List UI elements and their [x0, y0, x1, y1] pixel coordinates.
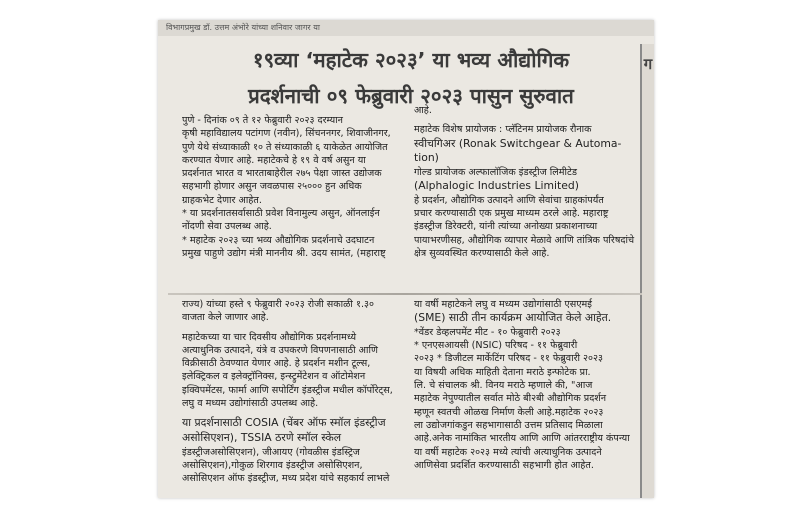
body-line: वाजता केले जाणार आहे. — [182, 312, 269, 324]
body-line: प्रदर्शनात भारत व भारताबाहेरील २७५ पेक्षा जास्त उद्योजक — [182, 168, 382, 180]
body-line: गोल्ड प्रायोजक अल्फालॉजिक इंडस्ट्रीज लिमीटेड — [414, 166, 577, 178]
body-line: (Alphalogic Industries Limited) — [414, 179, 579, 193]
left-column-top — [182, 114, 408, 294]
body-line: आणिसेवा प्रदर्शित करण्यासाठी सहभागी होत आहेत. — [414, 459, 594, 471]
headline-line-2: प्रदर्शनाची ०९ फेब्रुवारी २०२३ पासुन सुरुवात — [248, 84, 574, 108]
body-line: विक्रीसाठी ठेवण्यात येणार आहे. हे प्रदर्शन मशीन टूल्स, — [182, 358, 371, 370]
body-line: राज्य) यांच्या हस्ते ९ फेब्रुवारी २०२३ रोजी सकाळी १.३० — [182, 299, 374, 310]
body-line: आहे.अनेक नामांकित भारतीय आणि आणि आंतरराष्ट्रीय कंपन्या — [414, 433, 630, 445]
body-line: लघु व मध्यम उद्योगांसाठी उपलब्ध आहे. — [182, 398, 319, 410]
body-line: म्हणून स्वतची ओळख निर्माण केली आहे.महाटेक २०२३ — [414, 406, 604, 418]
body-line: ग्राहकभेट देणार आहेत. — [182, 194, 262, 206]
header-strip: विभागप्रमुख डॉ. उत्तम अंभोरे यांच्या शनिवार जागर या — [158, 20, 654, 36]
right-column-top — [414, 104, 640, 292]
body-line: * या प्रदर्शनातसर्वासाठी प्रवेश विनामुल्य असुन, ऑनलाईन — [182, 208, 380, 220]
body-line: महाटेक नेपुण्यातील सर्वात मोठे बी२बी औद्योगिक प्रदर्शन — [414, 393, 607, 405]
body-line: * एनएसआयसी (NSIC) परिषद - ११ फेब्रुवारी — [414, 340, 578, 352]
body-line: हे प्रदर्शन, औद्योगिक उत्पादने आणि सेवांचा ग्राहकांपर्यंत — [414, 194, 604, 206]
body-line: या वर्षी महाटेक २०२३ मध्ये त्यांची अत्याधुनिक उत्पादने — [414, 446, 602, 458]
body-line: इक्विपमेंटस, फार्मा आणि सपोर्टिंग इंडस्ट्रीज मधील कॉर्पोरेट्स, — [182, 384, 393, 396]
body-line: या प्रदर्शनासाठी COSIA (चेंबर ऑफ स्मॉल इंडस्ट्रीज — [182, 416, 386, 430]
headline-line-1: १९व्या ‘महाटेक २०२३’ या भव्य औद्योगिक — [252, 48, 570, 72]
body-line: इंडस्ट्रीज डिरेक्टरी, यांनी त्यांच्या अनोख्या प्रकाशनाच्या — [414, 221, 598, 233]
body-line: ला उद्योजगांकडुन सहभागासाठी उत्तम प्रतिसाद मिळाला — [414, 419, 603, 431]
body-line: असोसिएशन ऑफ इंडस्ट्रीज, मध्य प्रदेश यांचे सहकार्य लाभले — [182, 473, 390, 485]
body-line: पुणे - दिनांक ०९ ते १२ फेब्रुवारी २०२३ दरम्यान — [182, 115, 343, 126]
body-line: असोसिएशन), TSSIA ठरणे स्मॉल स्केल — [182, 430, 342, 444]
body-line: tion) — [414, 151, 439, 165]
left-column-bottom — [182, 298, 408, 498]
body-line: * महाटेक २०२३ च्या भव्य औद्योगिक प्रदर्शनाचे उदघाटन — [182, 234, 375, 246]
body-line: या विषयी अधिक माहिती देताना मराठे इन्फोटेक प्रा. — [414, 366, 591, 378]
body-line: नोंदणी सेवा उपलब्ध आहे. — [182, 221, 272, 233]
body-line: २०२३ * डिजीटल मार्केटिंग परिषद - ११ फेब्रुवारी २०२३ — [414, 353, 604, 365]
body-line: प्रमुख पाहुणे उद्योग मंत्री माननीय श्री. उदय सामंत, (महाराष्ट् — [182, 247, 386, 259]
body-line: असोसिएशन),गोकुळ शिरगाव इंडस्ट्रीज असोसिएशन, — [182, 459, 363, 471]
body-line: पुणे येथे संध्याकाळी १० ते संध्याकाळी ६ याकेळेत आयोजित — [182, 141, 388, 153]
body-line: महाटेक विशेष प्रायोजक : प्लॅटिनम प्रायोजक रौनाक — [414, 124, 592, 136]
body-line: लि. चे संचालक श्री. विनय मराठे म्हणाले की, "आज — [414, 380, 593, 392]
body-line: क्षेत्र सुव्यवस्थित करण्यासाठी केले आहे. — [414, 247, 550, 259]
newspaper-clipping — [158, 20, 654, 498]
body-line: इलेक्ट्रिकल व इलेक्ट्रॉनिक्स, इन्स्ट्रुमेंटेशन व ऑटोमेशन — [182, 371, 366, 383]
body-line: प्रचार करण्यासाठी एक प्रमुख माध्यम ठरले आहे. महाराष्ट्र — [414, 207, 609, 219]
body-line: आहे. — [414, 105, 432, 116]
body-line: कृषी महाविद्यालय पटांगण (नवीन), सिंचननगर, शिवाजीनगर, — [182, 128, 391, 140]
body-line: अत्याधुनिक उत्पादने, यंत्रे व उपकरणे विपणनासाठी आणि — [182, 344, 378, 356]
body-line: *वेंडर डेव्हलपमेंट मीट - १० फेब्रुवारी २०२३ — [414, 326, 561, 338]
adjacent-column-edge: ग — [640, 44, 654, 498]
body-line: सहभागी होणार असुन जवळपास २५००० हुन अधिक — [182, 181, 362, 193]
body-line: स्वीचगिअर (Ronak Switchgear & Automa- — [414, 136, 622, 150]
body-line: (SME) साठी तीन कार्यक्रम आयोजित केले आहेत. — [414, 311, 612, 325]
right-column-bottom — [414, 298, 640, 498]
body-line: इंडस्ट्रीजअसोसिएशन), जीआयए (गोवळीस इंडस्ट्रिज — [182, 446, 360, 458]
body-line: करण्यात येणार आहे. महाटेकचे हे १९ वे वर्ष असुन या — [182, 154, 366, 166]
paper-fold-line — [168, 293, 642, 295]
body-line: महाटेकच्या या चार दिवसीय औद्योगिक प्रदर्शनामध्ये — [182, 331, 357, 343]
body-line: पायाभरणीसह, औद्योगिक व्यापार मेळावे आणि तांत्रिक परिषदांचे — [414, 234, 635, 246]
body-line: या वर्षी महाटेकने लघु व मध्यम उद्योगांसाठी एसएमई — [414, 299, 593, 310]
